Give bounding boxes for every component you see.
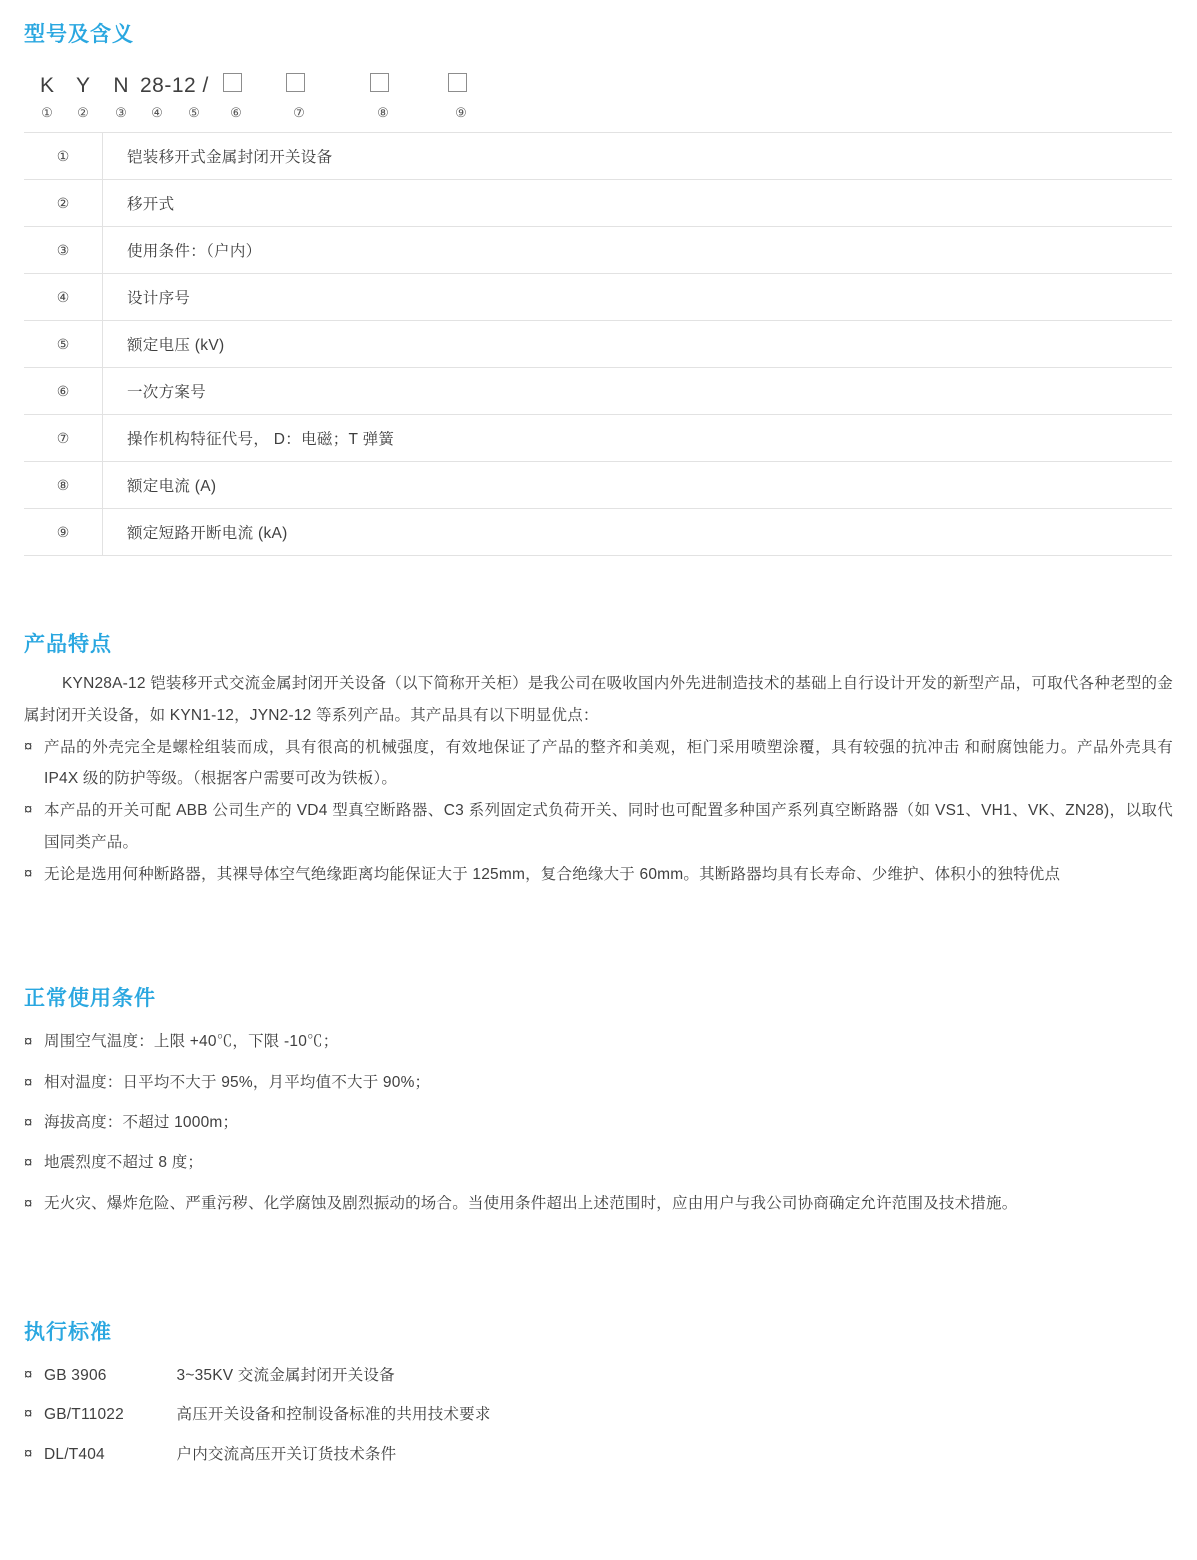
row-index: ⑨ (24, 509, 103, 556)
section-standards (24, 1316, 1173, 1475)
row-index: ④ (24, 274, 103, 321)
list-item (24, 1103, 1173, 1143)
index-marker-8: ⑧ (377, 104, 389, 120)
table-row (24, 274, 1172, 321)
list-item (24, 732, 1173, 796)
empty-box-icon (223, 73, 242, 92)
model-letter-k: K (39, 74, 54, 97)
row-description: 移开式 (103, 180, 1173, 227)
list-item (24, 1063, 1173, 1103)
table-row (24, 321, 1172, 368)
table-row (24, 509, 1172, 556)
row-index: ⑧ (24, 462, 103, 509)
row-index: ⑤ (24, 321, 103, 368)
table-row (24, 462, 1172, 509)
list-item-text: 本产品的开关可配 ABB 公司生产的 VD4 型真空断路器、C3 系列固定式负荷开关、同时也可配置多种国产系列真空断路器（如 VS1、VH1、VK、ZN28)，以取代国同类产品。 (44, 802, 1173, 851)
bullet-icon: ¤ (24, 864, 33, 882)
row-index: ⑦ (24, 415, 103, 462)
index-marker-7: ⑦ (293, 104, 305, 120)
conditions-list (24, 1022, 1173, 1223)
standard-name: 户内交流高压开关订货技术条件 (176, 1445, 397, 1463)
section-title-model: 型号及含义 (24, 23, 134, 46)
section-spacer (24, 1254, 1173, 1316)
list-item-text: 海拔高度：不超过 1000m； (44, 1113, 239, 1131)
index-marker-1: ① (41, 104, 53, 120)
table-row (24, 415, 1172, 462)
model-placeholder-9 (423, 73, 493, 96)
model-number-voltage: 28-12 / (140, 74, 209, 97)
standard-code: GB 3906 (44, 1366, 107, 1384)
row-description: 额定电流 (A) (103, 462, 1173, 509)
bullet-icon: ¤ (24, 1033, 33, 1051)
row-description: 一次方案号 (103, 368, 1173, 415)
row-description: 使用条件：（户内） (103, 227, 1173, 274)
row-description: 额定电压 (kV) (103, 321, 1173, 368)
list-item-text: 周围空气温度：上限 +40℃，下限 -10℃； (44, 1033, 339, 1051)
row-index: ③ (24, 227, 103, 274)
section-product-features (24, 628, 1173, 890)
list-item (24, 859, 1173, 891)
section-spacer (24, 586, 1173, 628)
bullet-icon: ¤ (24, 1113, 33, 1131)
index-marker-2: ② (77, 104, 89, 120)
standard-name: 3~35KV 交流金属封闭开关设备 (176, 1366, 395, 1384)
bullet-icon: ¤ (24, 1444, 33, 1462)
model-code-row (24, 62, 1173, 96)
index-marker-3: ③ (115, 104, 127, 120)
table-row (24, 180, 1172, 227)
index-marker-9: ⑨ (455, 104, 467, 120)
list-item (24, 1143, 1173, 1183)
bullet-icon: ¤ (24, 1154, 33, 1172)
list-item (24, 1022, 1173, 1062)
list-item (24, 1395, 1173, 1435)
model-letter-y: Y (75, 74, 90, 97)
list-item-text: 产品的外壳完全是螺栓组装而成，具有很高的机械强度，有效地保证了产品的整齐和美观，柜门采用喷塑涂覆，具有较强的抗冲击 和耐腐蚀能力。产品外壳具有 IP4X 级的防护等级。（根据客户需要可改为铁板）。 (44, 738, 1173, 788)
empty-box-icon (448, 73, 467, 92)
table-row (24, 227, 1172, 274)
list-item-text: 地震烈度不超过 8 度； (44, 1154, 204, 1172)
empty-box-icon (286, 73, 305, 92)
row-description: 操作机构特征代号， D：电磁；T 弹簧 (103, 415, 1173, 462)
model-placeholder-7 (255, 73, 337, 96)
row-index: ② (24, 180, 103, 227)
list-item (24, 1356, 1173, 1396)
section-operating-conditions (24, 982, 1173, 1223)
bullet-icon: ¤ (24, 737, 33, 755)
standards-list (24, 1356, 1173, 1475)
index-marker-5: ⑤ (188, 104, 200, 120)
model-placeholder-6 (211, 73, 255, 96)
bullet-icon: ¤ (24, 1194, 33, 1212)
list-item-text: 相对温度：日平均不大于 95%，月平均值不大于 90%； (44, 1073, 431, 1091)
row-description: 额定短路开断电流 (kA) (103, 509, 1173, 556)
row-description: 设计序号 (103, 274, 1173, 321)
list-item-text: 无论是选用何种断路器，其裸导体空气绝缘距离均能保证大于 125mm，复合绝缘大于 60mm。其断路器均具有长寿命、少维护、体积小的独特优点 (44, 865, 1061, 883)
row-index: ① (24, 133, 103, 180)
bullet-icon: ¤ (24, 801, 33, 819)
section-title-standards: 执行标准 (24, 1320, 112, 1344)
features-intro-paragraph: KYN28A-12 铠装移开式交流金属封闭开关设备（以下简称开关柜）是我公司在吸收国内外先进制造技术的基础上自行设计开发的新型产品，可取代各种老型的金属封闭开关设备，如 KYN1-12，JYN2-12 等系列产品。其产品具有以下明显优点： (24, 675, 1173, 724)
model-placeholder-8 (337, 73, 423, 96)
bullet-icon: ¤ (24, 1365, 33, 1383)
index-marker-6: ⑥ (230, 104, 242, 120)
list-item (24, 1435, 1173, 1475)
index-marker-4: ④ (151, 104, 163, 120)
list-item-text: 无火灾、爆炸危险、严重污秽、化学腐蚀及剧烈振动的场合。当使用条件超出上述范围时，应由用户与我公司协商确定允许范围及技术措施。 (44, 1194, 1018, 1212)
list-item (24, 795, 1173, 859)
standard-name: 高压开关设备和控制设备标准的共用技术要求 (176, 1406, 491, 1424)
standard-code: GB/T11022 (44, 1406, 124, 1424)
model-letter-n: N (113, 74, 129, 97)
bullet-icon: ¤ (24, 1073, 33, 1091)
section-title-features: 产品特点 (24, 633, 112, 656)
table-row (24, 133, 1172, 180)
empty-box-icon (370, 73, 389, 92)
row-index: ⑥ (24, 368, 103, 415)
row-description: 铠装移开式金属封闭开关设备 (103, 133, 1173, 180)
section-spacer (24, 920, 1173, 982)
features-bullet-list (24, 732, 1173, 891)
model-index-row (24, 102, 1173, 122)
section-model-designation (24, 18, 1173, 556)
table-row (24, 368, 1172, 415)
list-item (24, 1184, 1173, 1224)
model-definition-table (24, 132, 1172, 556)
bullet-icon: ¤ (24, 1405, 33, 1423)
section-title-conditions: 正常使用条件 (24, 987, 156, 1011)
standard-code: DL/T404 (44, 1445, 105, 1463)
